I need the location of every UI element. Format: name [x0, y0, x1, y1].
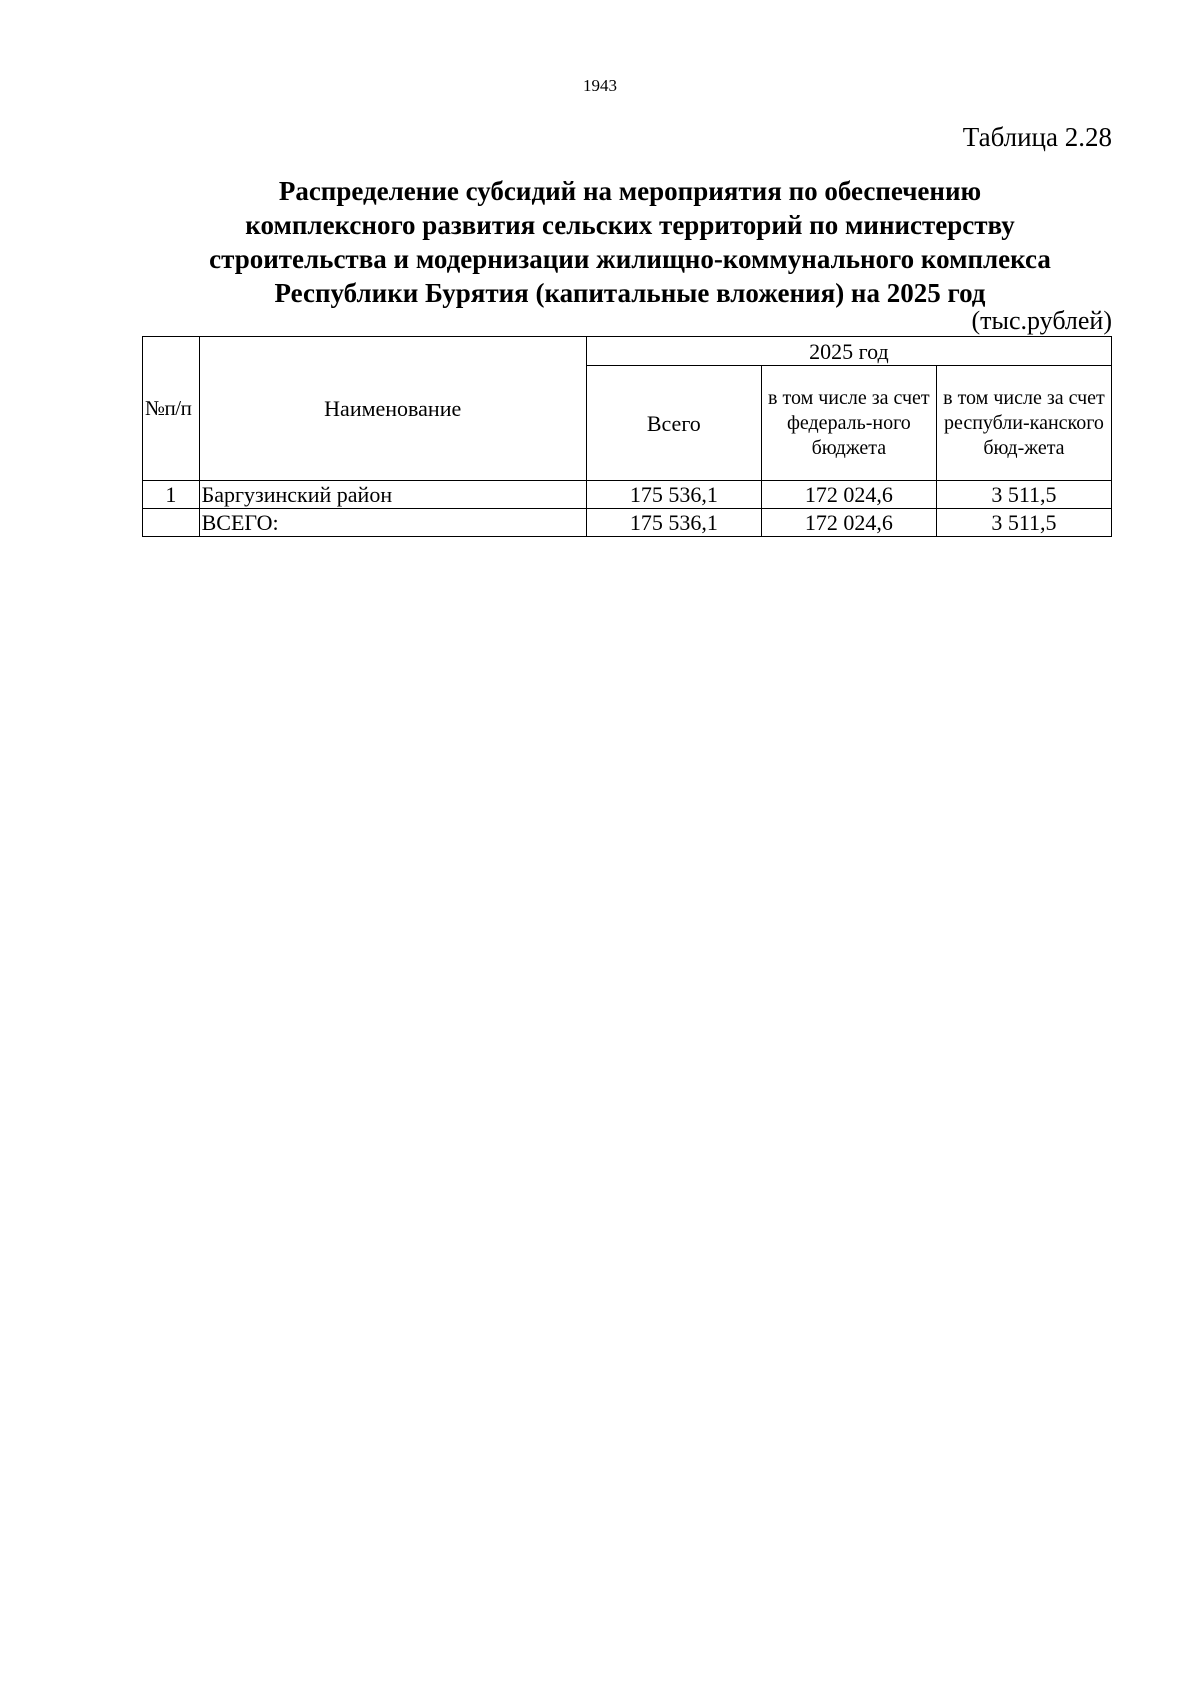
header-republic-text: в том числе за счет республи-канского бюд-жета: [943, 386, 1105, 459]
header-republic: [936, 366, 1111, 481]
header-year: 2025 год: [586, 337, 1111, 366]
cell-name: ВСЕГО:: [199, 509, 586, 537]
cell-republic: 3 511,5: [936, 481, 1111, 509]
header-federal: [761, 366, 936, 481]
cell-total: 175 536,1: [586, 481, 761, 509]
title-line: строительства и модернизации жилищно-коммунального комплекса: [209, 244, 1051, 274]
header-name: Наименование: [199, 337, 586, 481]
header-total: Всего: [586, 366, 761, 481]
header-federal-text: в том числе за счет федераль-ного бюджета: [768, 386, 930, 459]
title-line: Республики Бурятия (капитальные вложения) на 2025 год: [274, 278, 986, 308]
cell-federal: 172 024,6: [761, 509, 936, 537]
cell-num: [143, 509, 200, 537]
title-line: комплексного развития сельских территорий по министерству: [245, 210, 1015, 240]
table-row: [143, 481, 1112, 509]
subsidy-table: [142, 336, 1112, 537]
cell-num: 1: [143, 481, 200, 509]
header-num: №п/п: [143, 337, 200, 481]
title-line: Распределение субсидий на мероприятия по обеспечению: [278, 176, 982, 206]
cell-republic: 3 511,5: [936, 509, 1111, 537]
table-label: Таблица 2.28: [962, 122, 1112, 152]
table-row-total: [143, 509, 1112, 537]
cell-name: Баргузинский район: [199, 481, 586, 509]
units-label: (тыс.рублей): [971, 306, 1112, 335]
document-title: [150, 174, 1110, 310]
header-row-year: [143, 337, 1112, 366]
cell-federal: 172 024,6: [761, 481, 936, 509]
cell-total: 175 536,1: [586, 509, 761, 537]
page-number: 1943: [583, 76, 617, 95]
